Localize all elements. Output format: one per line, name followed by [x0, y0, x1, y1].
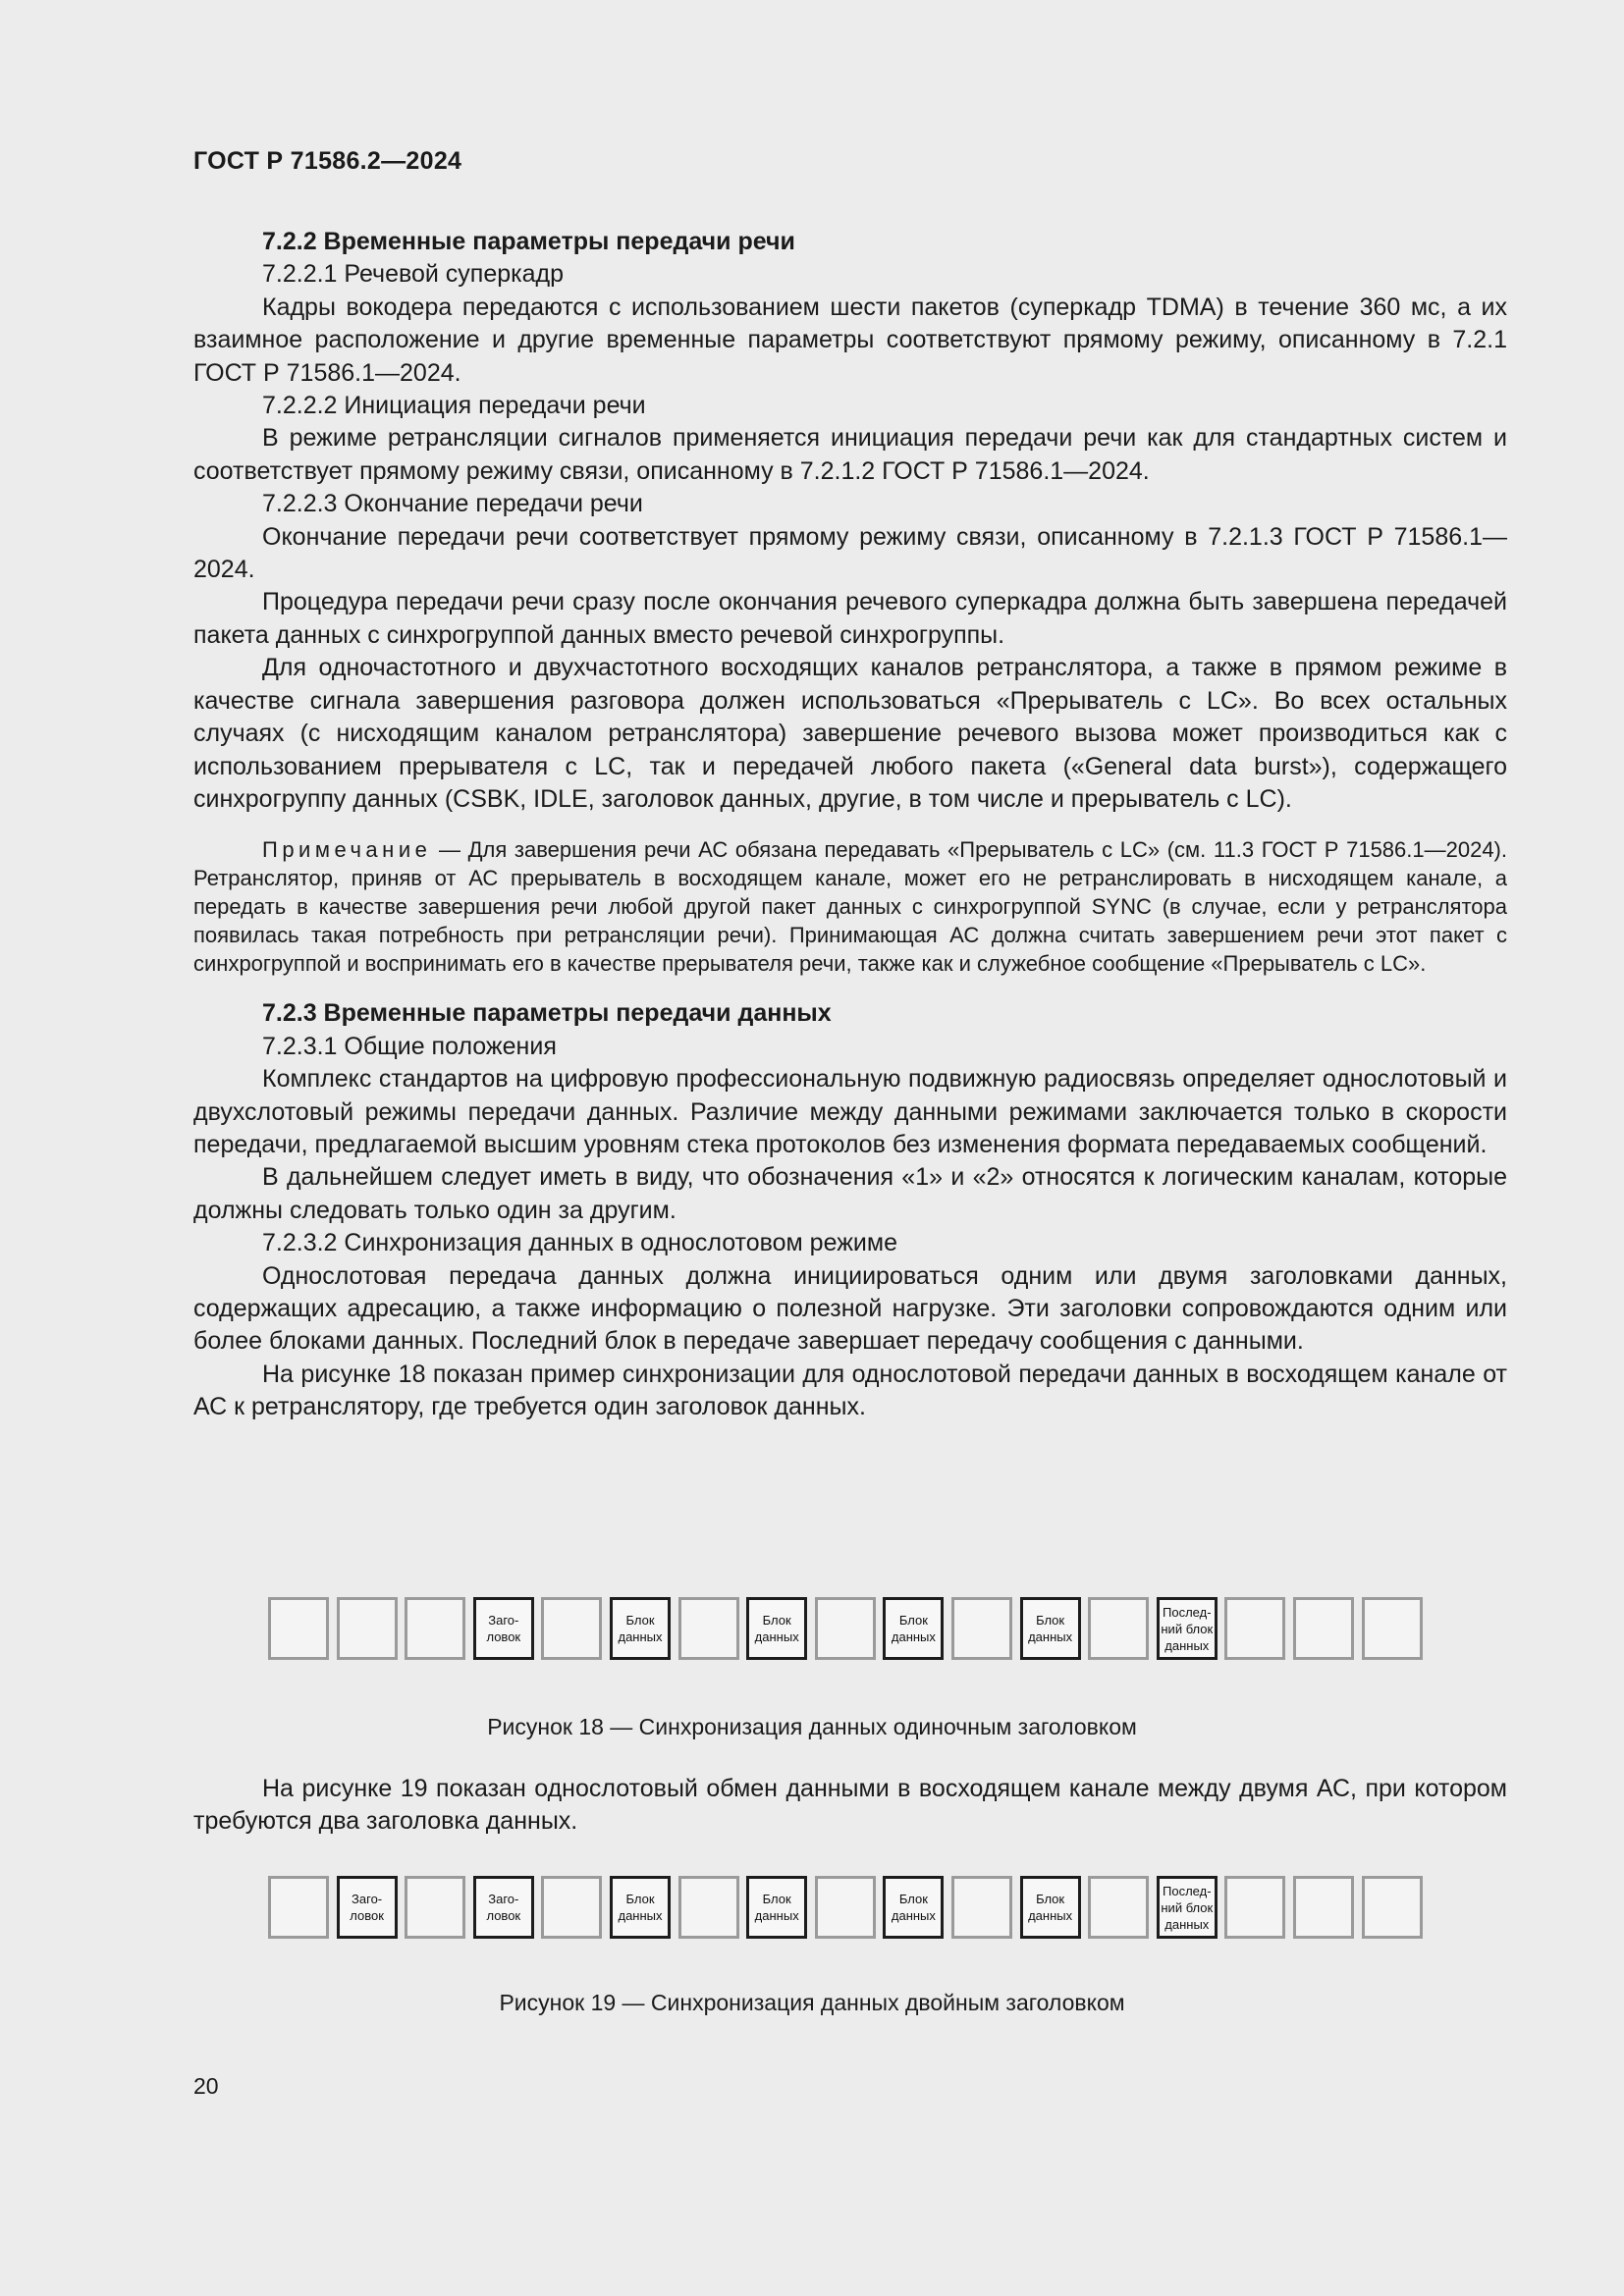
- note-text: — Для завершения речи АС обязана передавать «Прерыватель с LC» (см. 11.3 ГОСТ Р 71586.1—2024). Ретранслятор, приняв от АС прерыватель в восходящем канале, может его не ретранслировать в нисходящем канале, а передать в качестве завершения речи любой другой пакет данных с синхрогруппой SYNC (в случае, если у ретранслятора появилась такая потребность при ретрансляции речи). Принимающая АС должна считать завершением речи этот пакет с синхрогруппой и воспринимать его в качестве прерывателя речи, также как и служебное сообщение «Прерыватель с LC».: [193, 837, 1507, 977]
- slot-cell-labeled: Заго- ловок: [337, 1876, 398, 1939]
- page-number: 20: [193, 2073, 219, 2099]
- slot-cell-empty: [541, 1597, 602, 1660]
- paragraph: Окончание передачи речи соответствует прямому режиму связи, описанному в 7.2.1.3 ГОСТ Р 71586.1—2024.: [193, 522, 1507, 584]
- subsection-heading: 7.2.3.2 Синхронизация данных в однослотовом режиме: [262, 1229, 897, 1257]
- slot-cell-empty: [337, 1597, 398, 1660]
- document-header: ГОСТ Р 71586.2—2024: [193, 147, 462, 175]
- slot-cell-empty: [1088, 1597, 1149, 1660]
- slot-cell-labeled: Блок данных: [883, 1876, 944, 1939]
- figure-19-diagram: [268, 1876, 1431, 1943]
- subsection-heading: 7.2.3.1 Общие положения: [262, 1032, 557, 1060]
- paragraph: Однослотовая передача данных должна инициироваться одним или двумя заголовками данных, содержащих адресацию, а также информацию о полезной нагрузке. Эти заголовки сопровождаются одним или более блоками данных. Последний блок в передаче завершает передачу сообщения с данными.: [193, 1261, 1507, 1356]
- slot-cell-empty: [678, 1597, 739, 1660]
- paragraph: На рисунке 19 показан однослотовый обмен данными в восходящем канале между двумя АС, при котором требуются два заголовка данных.: [193, 1775, 1507, 1836]
- figure-18-caption: Рисунок 18 — Синхронизация данных одиночным заголовком: [487, 1714, 1137, 1739]
- slot-cell-empty: [1293, 1876, 1354, 1939]
- paragraph: Кадры вокодера передаются с использованием шести пакетов (суперкадр TDMA) в течение 360 мс, а их взаимное расположение и другие временные параметры соответствуют прямому режиму, описанному в 7.2.1 ГОСТ Р 71586.1—2024.: [193, 293, 1507, 387]
- slot-cell-empty: [1362, 1597, 1423, 1660]
- slot-cell-empty: [1293, 1597, 1354, 1660]
- subsection-heading: 7.2.2.1 Речевой суперкадр: [262, 260, 565, 289]
- slot-cell-labeled: Заго- ловок: [473, 1597, 534, 1660]
- paragraph: Для одночастотного и двухчастотного восходящих каналов ретранслятора, а также в прямом режиме в качестве сигнала завершения разговора должен использоваться «Прерыватель с LC». Во всех остальных случаях (с нисходящим каналом ретранслятора) завершение речевого вызова может производиться как с использованием прерывателя с LC, так и передачей любого пакета («General data burst»), содержащего синхрогруппу данных (CSBK, IDLE, заголовок данных, другие, в том числе и прерыватель с LC).: [193, 654, 1507, 813]
- figure-18-diagram: [268, 1597, 1431, 1664]
- subsection-heading: 7.2.2.2 Инициация передачи речи: [262, 392, 646, 420]
- slot-cell-empty: [1224, 1597, 1285, 1660]
- paragraph: В дальнейшем следует иметь в виду, что обозначения «1» и «2» относятся к логическим каналам, которые должны следовать только один за другим.: [193, 1163, 1507, 1224]
- slot-cell-empty: [1088, 1876, 1149, 1939]
- slot-cell-labeled: Блок данных: [610, 1876, 671, 1939]
- slot-cell-empty: [1224, 1876, 1285, 1939]
- slot-cell-empty: [405, 1597, 465, 1660]
- slot-cell-labeled: Блок данных: [746, 1876, 807, 1939]
- body-text: [193, 226, 1507, 1424]
- note-label: Примечание: [262, 837, 432, 863]
- slot-cell-labeled: Заго- ловок: [473, 1876, 534, 1939]
- section-heading: 7.2.3 Временные параметры передачи данных: [262, 999, 832, 1028]
- figure-19-caption: Рисунок 19 — Синхронизация данных двойным заголовком: [499, 1990, 1125, 2015]
- slot-cell-labeled: Блок данных: [883, 1597, 944, 1660]
- paragraph: На рисунке 18 показан пример синхронизации для однослотовой передачи данных в восходящем канале от АС к ретранслятору, где требуется один заголовок данных.: [193, 1360, 1507, 1421]
- paragraph: Процедура передачи речи сразу после окончания речевого суперкадра должна быть завершена передачей пакета данных с синхрогруппой данных вместо речевой синхрогруппы.: [193, 588, 1507, 649]
- slot-cell-empty: [815, 1597, 876, 1660]
- slot-cell-labeled: Блок данных: [610, 1597, 671, 1660]
- slot-cell-empty: [541, 1876, 602, 1939]
- slot-cell-empty: [268, 1876, 329, 1939]
- slot-cell-empty: [951, 1597, 1012, 1660]
- slot-cell-labeled: Блок данных: [1020, 1597, 1081, 1660]
- note: [193, 835, 1507, 978]
- slot-cell-labeled: Блок данных: [1020, 1876, 1081, 1939]
- paragraph: Комплекс стандартов на цифровую профессиональную подвижную радиосвязь определяет однослотовый и двухслотовый режимы передачи данных. Различие между данными режимами заключается только в скорости передачи, предлагаемой высшим уровням стека протоколов без изменения формата передаваемых сообщений.: [193, 1065, 1507, 1158]
- slot-cell-empty: [1362, 1876, 1423, 1939]
- slot-cell-empty: [405, 1876, 465, 1939]
- section-heading: 7.2.2 Временные параметры передачи речи: [262, 228, 795, 255]
- subsection-heading: 7.2.2.3 Окончание передачи речи: [262, 490, 643, 518]
- slot-cell-empty: [951, 1876, 1012, 1939]
- slot-cell-labeled: Послед- ний блок данных: [1157, 1876, 1218, 1939]
- slot-cell-empty: [815, 1876, 876, 1939]
- slot-cell-labeled: Послед- ний блок данных: [1157, 1597, 1218, 1660]
- slot-cell-labeled: Блок данных: [746, 1597, 807, 1660]
- slot-cell-empty: [678, 1876, 739, 1939]
- paragraph: В режиме ретрансляции сигналов применяется инициация передачи речи как для стандартных систем и соответствует прямому режиму связи, описанному в 7.2.1.2 ГОСТ Р 71586.1—2024.: [193, 424, 1507, 485]
- slot-cell-empty: [268, 1597, 329, 1660]
